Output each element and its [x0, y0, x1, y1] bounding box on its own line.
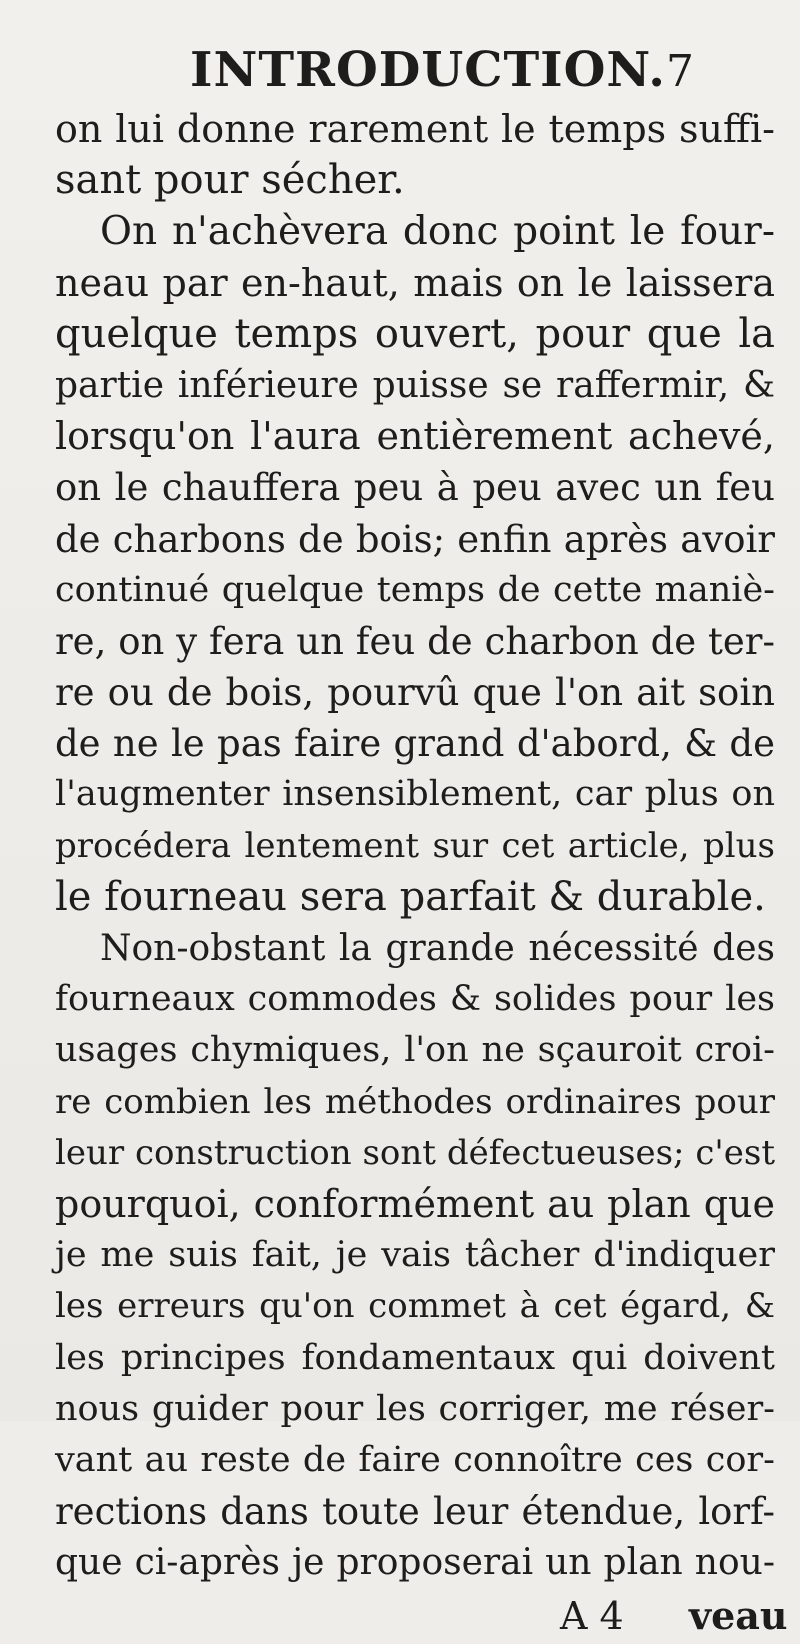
signature-mark: A 4 — [560, 1594, 624, 1639]
text-line: de charbons de bois; enfin après avoir — [55, 517, 775, 561]
text-line: fourneaux commodes & solides pour les — [55, 979, 775, 1020]
text-line: je me suis fait, je vais tâcher d'indiquer — [55, 1235, 775, 1276]
paragraph-start-line: Non-obstant la grande nécessité des — [100, 928, 775, 969]
text-line: de ne le pas faire grand d'abord, & de — [55, 722, 775, 766]
text-line: on le chauffera peu à peu avec un feu — [55, 466, 775, 510]
text-line: pourquoi, conformément au plan que — [55, 1181, 775, 1226]
text-line: re ou de bois, pourvû que l'on ait soin — [55, 671, 775, 715]
page-footer — [55, 1588, 788, 1644]
paragraph-start-line: On n'achèvera donc point le four- — [100, 209, 775, 255]
page-number: 7 — [666, 46, 694, 97]
text-line: continué quelque temps de cette maniè- — [55, 569, 775, 610]
text-line: neau par en-haut, mais on le laissera — [55, 260, 775, 305]
text-line: on lui donne rarement le temps suffi- — [55, 107, 775, 151]
text-line: l'augmenter insensiblement, car plus on — [55, 774, 775, 815]
text-line: que ci-après je proposerai un plan nou- — [55, 1542, 775, 1584]
text-line: procédera lentement sur cet article, plus — [55, 825, 775, 866]
text-line: le fourneau sera parfait & durable. — [55, 873, 766, 920]
text-line: rections dans toute leur étendue, lorf- — [55, 1490, 775, 1534]
body-text — [55, 104, 788, 1644]
text-line: nous guider pour les corriger, me réser- — [55, 1388, 775, 1429]
text-line: usages chymiques, l'on ne sçauroit croi- — [55, 1030, 775, 1071]
text-line: les principes fondamentaux qui doivent — [55, 1337, 775, 1378]
text-line: sant pour sécher. — [55, 157, 405, 204]
text-line: partie inférieure puisse se raffermir, & — [55, 364, 775, 406]
text-line: lorsqu'on l'aura entièrement achevé, — [55, 414, 775, 459]
text-line: leur construction sont défectueuses; c'est — [55, 1132, 775, 1173]
catchword: veau — [689, 1593, 788, 1639]
running-title: INTRODUCTION. — [190, 42, 666, 98]
text-line: les erreurs qu'on commet à cet égard, & — [55, 1286, 775, 1327]
page-header — [0, 42, 800, 102]
text-line: vant au reste de faire connoître ces cor- — [55, 1439, 775, 1480]
text-line: re, on y fera un feu de charbon de ter- — [55, 619, 775, 663]
text-line: quelque temps ouvert, pour que la — [55, 310, 775, 357]
text-line: re combien les méthodes ordinaires pour — [55, 1081, 775, 1122]
